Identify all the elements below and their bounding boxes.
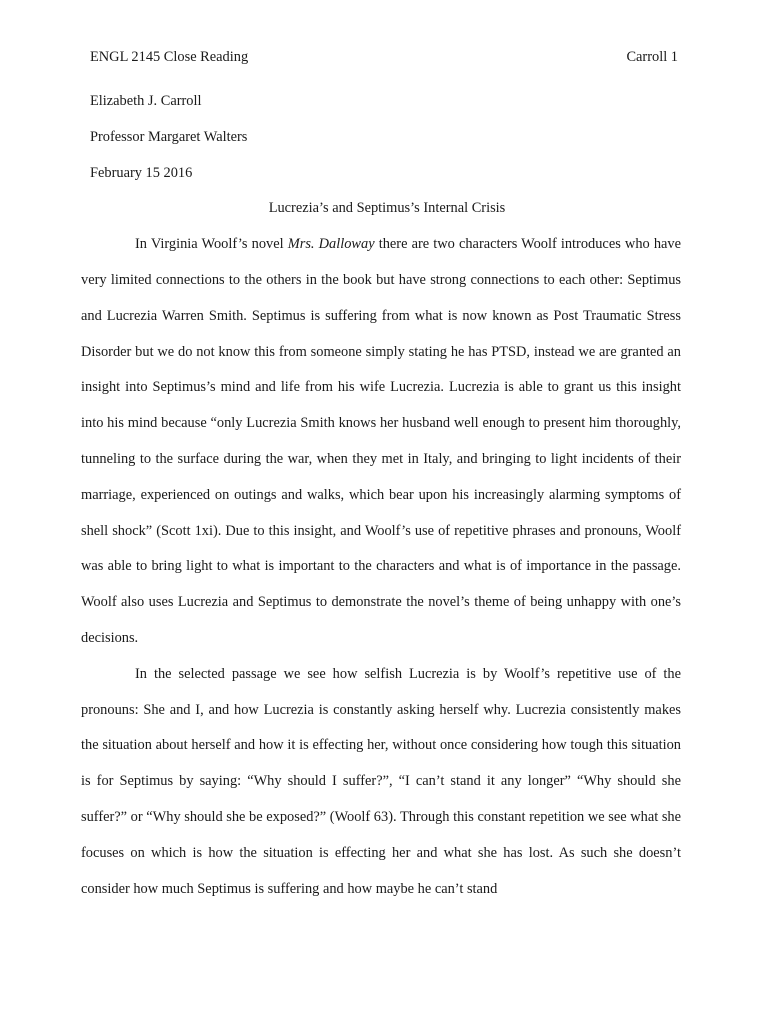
- paragraph-1-body: there are two characters Woolf introduces who have very limited connections to the others in the book but have strong connections to each other: Septimus and Lucrezia Warren Smith. Septimus is suffering from what is now known as Post Traumatic Stress Disorder but we do not know this from someone simply stating he has PTSD, instead we are granted an insight into Septimus’s mind and life from his wife Lucrezia. Lucrezia is able to grant us this insight into his mind because “only Lucrezia Smith knows her husband well enough to present him thoroughly, tunneling to the surface during the war, when they met in Italy, and bringing to light incidents of their marriage, experienced on outings and walks, which bear upon his increasingly alarming symptoms of shell shock” (Scott 1xi). Due to this insight, and Woolf’s use of repetitive phrases and pronouns, Woolf was able to bring light to what is important to the characters and what is of importance in the passage. Woolf also uses Lucrezia and Septimus to demonstrate the novel’s theme of being unhappy with one’s decisions.: [81, 236, 681, 646]
- paragraph-1: [81, 227, 681, 657]
- course-title: ENGL 2145 Close Reading: [90, 49, 249, 65]
- submission-date: February 15 2016: [90, 164, 193, 181]
- author-name: Elizabeth J. Carroll: [90, 93, 202, 109]
- novel-title: Mrs. Dalloway: [287, 236, 375, 253]
- professor-name: Professor Margaret Walters: [90, 128, 248, 145]
- page-number-label: Carroll 1: [626, 49, 678, 65]
- document-body: [81, 84, 681, 907]
- paragraph-1-lead: In Virginia Woolf’s novel: [135, 236, 288, 253]
- essay-title: Lucrezia’s and Septimus’s Internal Crisis: [268, 200, 506, 217]
- paragraph-2: In the selected passage we see how selfish Lucrezia is by Woolf’s repetitive use of the pronouns: She and I, and how Lucrezia is constantly asking herself why. Lucrezia consistently makes the situation about herself and how it is effecting her, without once considering how tough this situation is for Septimus by saying: “Why should I suffer?”, “I can’t stand it any longer” “Why should she suffer?” or “Why should she be exposed?” (Woolf 63). Through this constant repetition we see what she focuses on which is how the situation is effecting her and what she has lost. As such she doesn’t consider how much Septimus is suffering and how maybe he can’t stand: [81, 665, 681, 897]
- running-header: [90, 46, 678, 68]
